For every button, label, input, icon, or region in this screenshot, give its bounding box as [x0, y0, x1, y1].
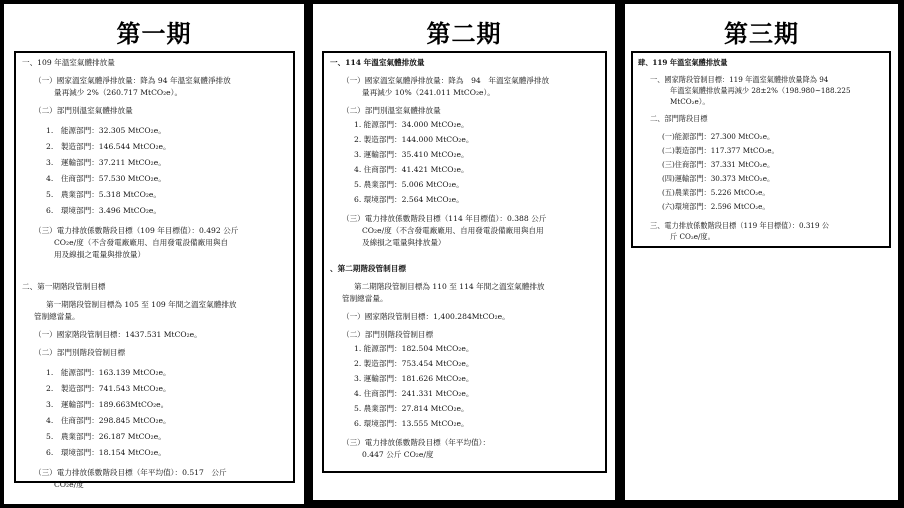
p1-sec1-sector: 5. 農業部門：5.318 MtCO₂e。 [46, 190, 161, 199]
p1-sec2-sector: 1. 能源部門：163.139 MtCO₂e。 [46, 368, 171, 377]
p2-sec2-intro-line2: 管制總當量。 [342, 294, 388, 303]
p2-sec1-sector: 6. 環境部門：2.564 MtCO₂e。 [354, 195, 464, 204]
p2-sec1-item3-line2: CO₂e/度（不含發電廠廠用、自用發電設備廠用與自用 [362, 226, 544, 235]
p2-sec1-heading: 一、114 年溫室氣體排放量 [330, 58, 425, 67]
period2-title: 第二期 [426, 20, 502, 48]
p1-sec2-intro-line1: 第一期階段管制目標為 105 至 109 年間之溫室氣體排放 [46, 300, 237, 309]
p1-sec1-sector: 6. 環境部門：3.496 MtCO₂e。 [46, 206, 161, 215]
p2-sec1-item1-line1: （一）國家溫室氣體淨排放量：降為 94 年溫室氣體淨排放 [342, 76, 550, 85]
p2-sec1-sector: 2. 製造部門：144.000 MtCO₂e。 [354, 135, 474, 144]
p1-sec1-heading: 一、109 年溫室氣體排放量 [22, 58, 115, 67]
p2-sec1-sector: 1. 能源部門：34.000 MtCO₂e。 [354, 120, 469, 129]
p3-sector: (三)住商部門：37.331 MtCO₂e。 [662, 160, 775, 169]
p3-sector: (六)環境部門：2.596 MtCO₂e。 [662, 202, 770, 211]
p2-sec2-item3-line2: 0.447 公斤 CO₂e/度 [362, 450, 434, 459]
p3-sector: (五)農業部門：5.226 MtCO₂e。 [662, 188, 770, 197]
p2-sec2-sector: 5. 農業部門：27.814 MtCO₂e。 [354, 404, 469, 413]
p3-sector: (二)製造部門：117.377 MtCO₂e。 [662, 146, 779, 155]
p1-sec1-item1-line1: （一）國家溫室氣體淨排放量：降為 94 年溫室氣體淨排放 [34, 76, 231, 85]
p2-sec2-intro-line1: 第二期階段管制目標為 110 至 114 年間之溫室氣體排放 [354, 282, 545, 291]
p1-sec1-item3-line1: （三）電力排放係數階段目標（109 年目標值）：0.492 公斤 [34, 226, 239, 235]
p2-sec1-item3-line1: （三）電力排放係數階段目標（114 年目標值）：0.388 公斤 [342, 214, 547, 223]
p1-sec2-item1: （一）國家階段管制目標：1437.531 MtCO₂e。 [34, 330, 202, 339]
p1-sec2-sector: 4. 住商部門：298.845 MtCO₂e。 [46, 416, 171, 425]
p2-sec1-sector: 5. 農業部門：5.006 MtCO₂e。 [354, 180, 464, 189]
period2-panel [313, 4, 615, 500]
p2-sec2-item1: （一）國家階段管制目標：1,400.284MtCO₂e。 [342, 312, 510, 321]
p1-sec2-sector: 3. 運輸部門：189.663MtCO₂e。 [46, 400, 169, 409]
p1-sec2-sector: 5. 農業部門：26.187 MtCO₂e。 [46, 432, 166, 441]
p2-sec1-sector: 4. 住商部門：41.421 MtCO₂e。 [354, 165, 469, 174]
p1-sec2-sector: 6. 環境部門：18.154 MtCO₂e。 [46, 448, 166, 457]
p1-sec1-sector: 4. 住商部門：57.530 MtCO₂e。 [46, 174, 166, 183]
period3-title: 第三期 [724, 20, 799, 48]
p3-item3-line2: 斤 CO₂e/度。 [670, 232, 715, 241]
period1-title: 第一期 [116, 20, 192, 48]
p2-sec2-sector: 4. 住商部門：241.331 MtCO₂e。 [354, 389, 474, 398]
p1-sec1-item3-line2: CO₂e/度（不含發電廠廠用、自用發電設備廠用與自 [54, 238, 229, 247]
p1-sec1-sector: 1. 能源部門：32.305 MtCO₂e。 [46, 126, 166, 135]
p1-sec2-item3-line2: CO₂e/度 [54, 480, 84, 489]
p2-sec2-sector: 6. 環境部門：13.555 MtCO₂e。 [354, 419, 469, 428]
p2-sec2-sector: 2. 製造部門：753.454 MtCO₂e。 [354, 359, 474, 368]
p2-sec2-heading: 、第二期階段管制目標 [330, 264, 406, 273]
p2-sec1-item2: （二）部門別溫室氣體排放量 [342, 106, 441, 115]
p3-item1-line3: MtCO₂e）。 [670, 97, 710, 106]
p1-sec2-intro-line2: 管制總當量。 [34, 312, 80, 321]
p1-sec2-heading: 二、第一期階段管制目標 [22, 282, 106, 291]
p1-sec1-item2: （二）部門別溫室氣體排放量 [34, 106, 133, 115]
period3-panel [625, 4, 898, 500]
period3-content-box [631, 51, 891, 248]
p3-item2: 二、部門階段目標 [650, 114, 708, 123]
p3-item3-line1: 三、電力排放係數階段目標（119 年目標值）：0.319 公 [650, 221, 830, 230]
p2-sec2-sector: 3. 運輸部門：181.626 MtCO₂e。 [354, 374, 474, 383]
p2-sec1-sector: 3. 運輸部門：35.410 MtCO₂e。 [354, 150, 469, 159]
p2-sec1-item3-line3: 及線損之電量與排放量） [362, 238, 446, 247]
p1-sec1-item3-line3: 用及線損之電量與排放量） [54, 250, 146, 259]
p1-sec2-sector: 2. 製造部門：741.543 MtCO₂e。 [46, 384, 171, 393]
period1-panel [4, 4, 304, 504]
period1-content-box [14, 51, 295, 489]
period2-content-box [322, 51, 607, 473]
p2-sec2-sector: 1. 能源部門：182.504 MtCO₂e。 [354, 344, 474, 353]
p2-sec2-item3-line1: （三）電力排放係數階段目標（年平均值）： [342, 438, 491, 447]
p3-sector: (一)能源部門：27.300 MtCO₂e。 [662, 132, 775, 141]
p1-sec1-sector: 2. 製造部門：146.544 MtCO₂e。 [46, 142, 171, 151]
p2-sec1-item1-line2: 量再減少 10%（241.011 MtCO₂e）。 [362, 88, 495, 97]
p3-heading: 肆、119 年溫室氣體排放量 [638, 58, 728, 67]
p3-sector: (四)運輸部門：30.373 MtCO₂e。 [662, 174, 775, 183]
p1-sec2-item2: （二）部門別階段管制目標 [34, 348, 126, 357]
p2-sec2-item2: （二）部門別階段管制目標 [342, 330, 434, 339]
p3-item1-line2: 年溫室氣體排放量再減少 28±2%（198.980~188.225 [670, 86, 851, 95]
p1-sec1-item1-line2: 量再減少 2%（260.717 MtCO₂e）。 [54, 88, 183, 97]
p1-sec2-item3-line1: （三）電力排放係數階段目標（年平均值）：0.517 公斤 [34, 468, 227, 477]
p1-sec1-sector: 3. 運輸部門：37.211 MtCO₂e。 [46, 158, 166, 167]
p3-item1-line1: 一、國家階段管制目標：119 年溫室氣體排放量降為 94 [650, 75, 829, 84]
